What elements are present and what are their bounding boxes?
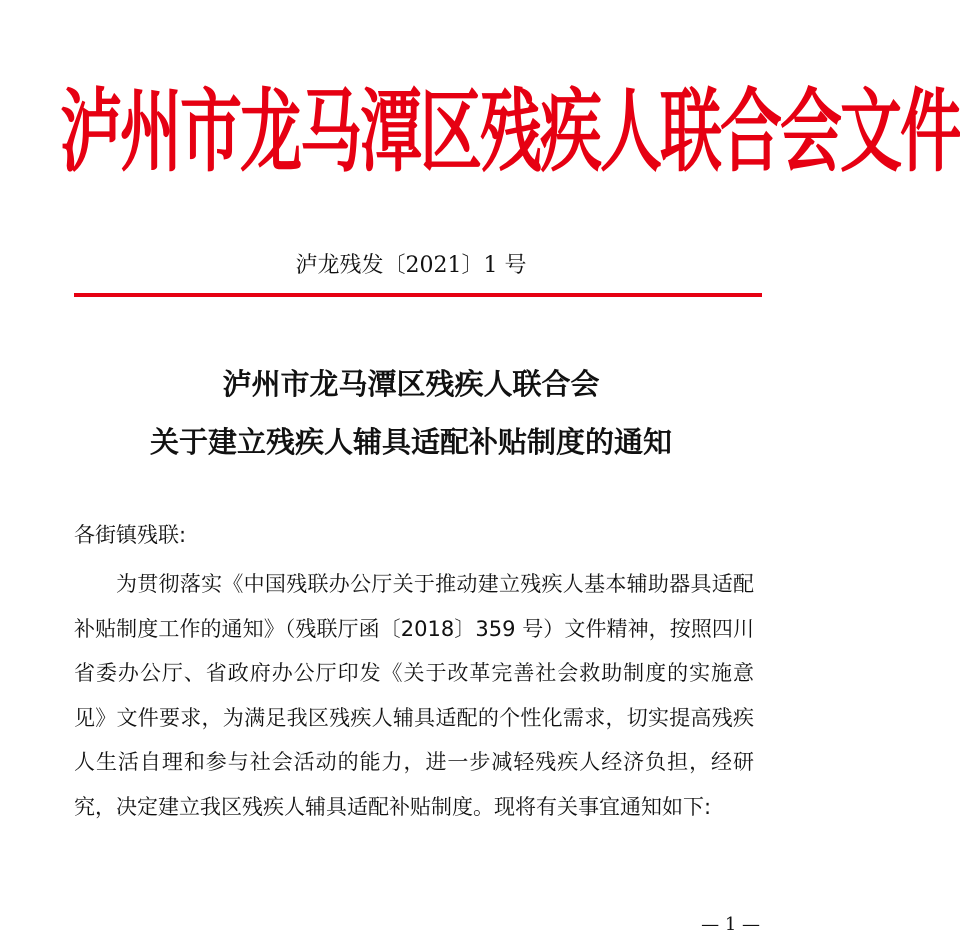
red-divider-line bbox=[74, 293, 762, 297]
document-number: 泸龙残发〔2021〕1 号 bbox=[295, 253, 527, 278]
notice-title-line-1: 泸州市龙马潭区残疾人联合会 bbox=[222, 367, 600, 401]
page-number: — 1 — bbox=[701, 914, 760, 935]
body-paragraph: 为贯彻落实《中国残联办公厅关于推动建立残疾人基本辅助器具适配补贴制度工作的通知》（残联厅函〔2018〕359 号）文件精神，按照四川省委办公厅、省政府办公厅印发《关于改革完善社会救助制度的实施意见》文件要求，为满足我区残疾人辅具适配的个性化需求，切实提高残疾人生活自理和参与社会活动的能力，进一步减轻残疾人经济负担，经研究，决定建立我区残疾人辅具适配补贴制度。现将有关事宜通知如下: bbox=[74, 572, 754, 819]
salutation: 各街镇残联: bbox=[74, 523, 187, 547]
notice-title-line-2: 关于建立残疾人辅具适配补贴制度的通知 bbox=[149, 425, 672, 459]
document-header-title: 泸州市龙马潭区残疾人联合会文件 bbox=[60, 78, 960, 185]
